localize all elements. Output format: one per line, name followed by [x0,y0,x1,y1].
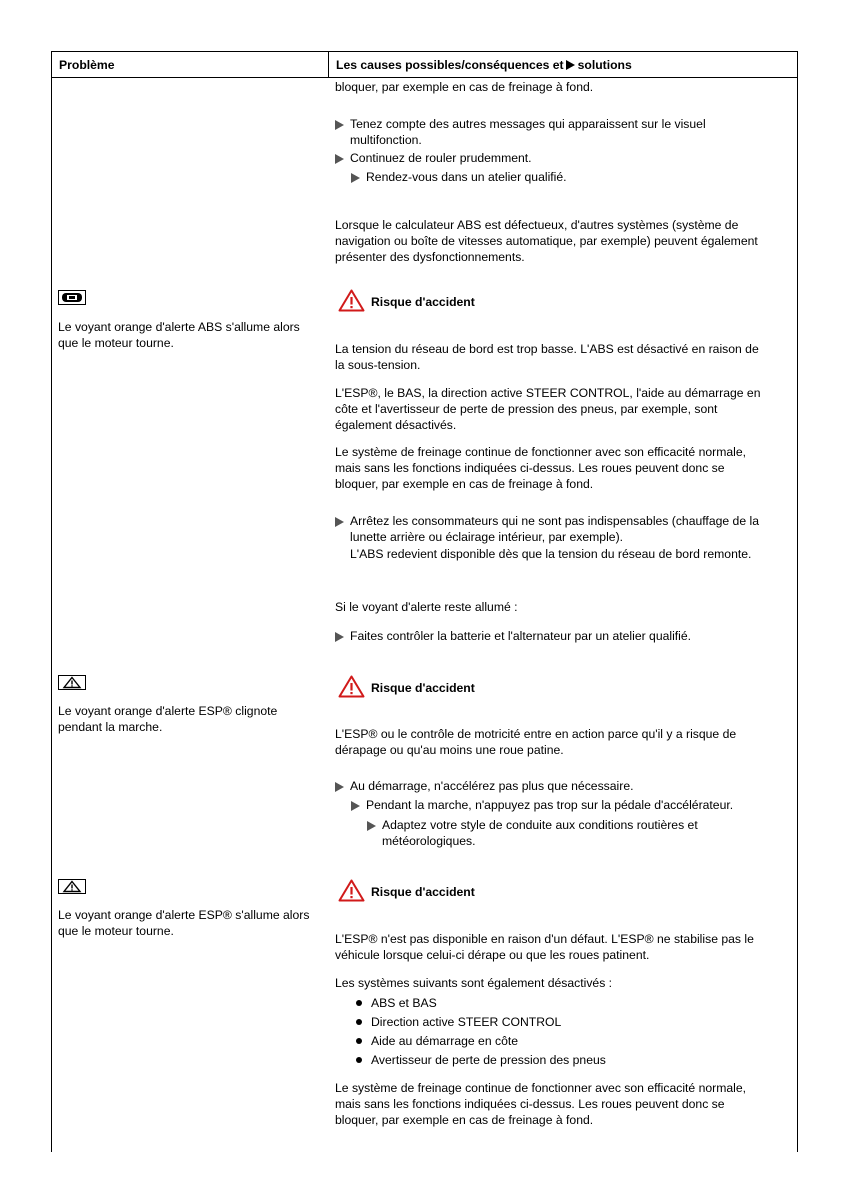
bullet-dot [356,1000,362,1006]
text-line: lunette arrière ou éclairage intérieur, par exemple). [350,530,624,544]
arrow-step-icon [335,120,344,130]
bullet-dot [356,1057,362,1063]
text-line: côte et l'avertisseur de perte de pression des pneus, par exemple, sont [335,402,718,416]
text-line: bloquer, par exemple en cas de freinage à fond. [335,1113,594,1127]
arrow-step-icon [335,154,344,164]
bullet-item: ABS et BAS [356,995,437,1011]
text-line: Lorsque le calculateur ABS est défectueux, d'autres systèmes (système de [335,218,739,232]
problem-text: Le voyant orange d'alerte ABS s'allume alors [58,320,300,334]
bullet-dot [356,1019,362,1025]
text-line: Si le voyant d'alerte reste allumé : [335,600,518,614]
step: Adaptez votre style de conduite aux conditions routières et [367,817,698,833]
text-line: Le système de freinage continue de fonctionner avec son efficacité normale, [335,1081,747,1095]
arrow-step-icon [335,517,344,527]
text-line: Les systèmes suivants sont également désactivés : [335,976,613,990]
step: Arrêtez les consommateurs qui ne sont pas indispensables (chauffage de la [335,513,759,529]
table-header [52,52,797,78]
text-line: L'ESP®, le BAS, la direction active STEER CONTROL, l'aide au démarrage en [335,386,761,400]
column-divider [328,52,329,78]
text-line: Le système de freinage continue de fonctionner avec son efficacité normale, [335,445,747,459]
text-line: véhicule lorsque celui-ci dérape ou que les roues patinent. [335,948,650,962]
text-line: également désactivés. [335,418,457,432]
text-line: bloquer, par exemple en cas de freinage à fond. [335,80,594,94]
problem-text: que le moteur tourne. [58,924,174,938]
bullet-item: Avertisseur de perte de pression des pneus [356,1052,606,1068]
bullet-dot [356,1038,362,1044]
esp-warning-lamp-icon [58,675,86,690]
warning-triangle-icon [338,675,365,698]
bullet-item: Aide au démarrage en côte [356,1033,518,1049]
step: Continuez de rouler prudemment. [335,150,532,166]
step: Pendant la marche, n'appuyez pas trop sur la pédale d'accélérateur. [351,797,733,813]
text-line: mais sans les fonctions indiquées ci-dessus. Les roues peuvent donc se [335,461,725,475]
warning-label: Risque d'accident [371,681,475,695]
arrow-step-icon [367,821,376,831]
step: Rendez-vous dans un atelier qualifié. [351,169,567,185]
text-line: météorologiques. [382,834,476,848]
text-line: multifonction. [350,133,422,147]
step: Faites contrôler la batterie et l'alternateur par un atelier qualifié. [335,628,691,644]
warning-triangle-icon [338,289,365,312]
bullet-item: Direction active STEER CONTROL [356,1014,561,1030]
text-line: L'ESP® ou le contrôle de motricité entre en action parce qu'il y a risque de [335,727,737,741]
text-line: L'ABS redevient disponible dès que la tension du réseau de bord remonte. [350,547,752,561]
text-line: La tension du réseau de bord est trop basse. L'ABS est désactivé en raison de [335,342,759,356]
header-causes: Les causes possibles/conséquences et solutions [336,58,632,72]
warning-triangle-icon [338,879,365,902]
warning-label: Risque d'accident [371,295,475,309]
warning-label: Risque d'accident [371,885,475,899]
esp-warning-lamp-icon [58,879,86,894]
step: Tenez compte des autres messages qui apparaissent sur le visuel [335,116,706,132]
text-line: navigation ou boîte de vitesses automatique, par exemple) peuvent également [335,234,758,248]
arrow-step-icon [351,801,360,811]
arrow-step-icon [335,632,344,642]
text-line: mais sans les fonctions indiquées ci-dessus. Les roues peuvent donc se [335,1097,725,1111]
problem-text: Le voyant orange d'alerte ESP® clignote [58,704,278,718]
arrow-step-icon [335,782,344,792]
text-line: L'ESP® n'est pas disponible en raison d'un défaut. L'ESP® ne stabilise pas le [335,932,754,946]
text-line: bloquer, par exemple en cas de freinage à fond. [335,477,594,491]
step: Au démarrage, n'accélérez pas plus que nécessaire. [335,778,633,794]
abs-warning-lamp-icon [58,290,86,305]
problem-text: que le moteur tourne. [58,336,174,350]
problem-text: pendant la marche. [58,720,163,734]
header-problem: Problème [59,58,115,72]
text-line: dérapage ou qu'au moins une roue patine. [335,743,564,757]
text-line: présenter des dysfonctionnements. [335,250,525,264]
arrow-step-icon [566,60,575,70]
text-line: la sous-tension. [335,358,421,372]
problem-text: Le voyant orange d'alerte ESP® s'allume alors [58,908,310,922]
arrow-step-icon [351,173,360,183]
